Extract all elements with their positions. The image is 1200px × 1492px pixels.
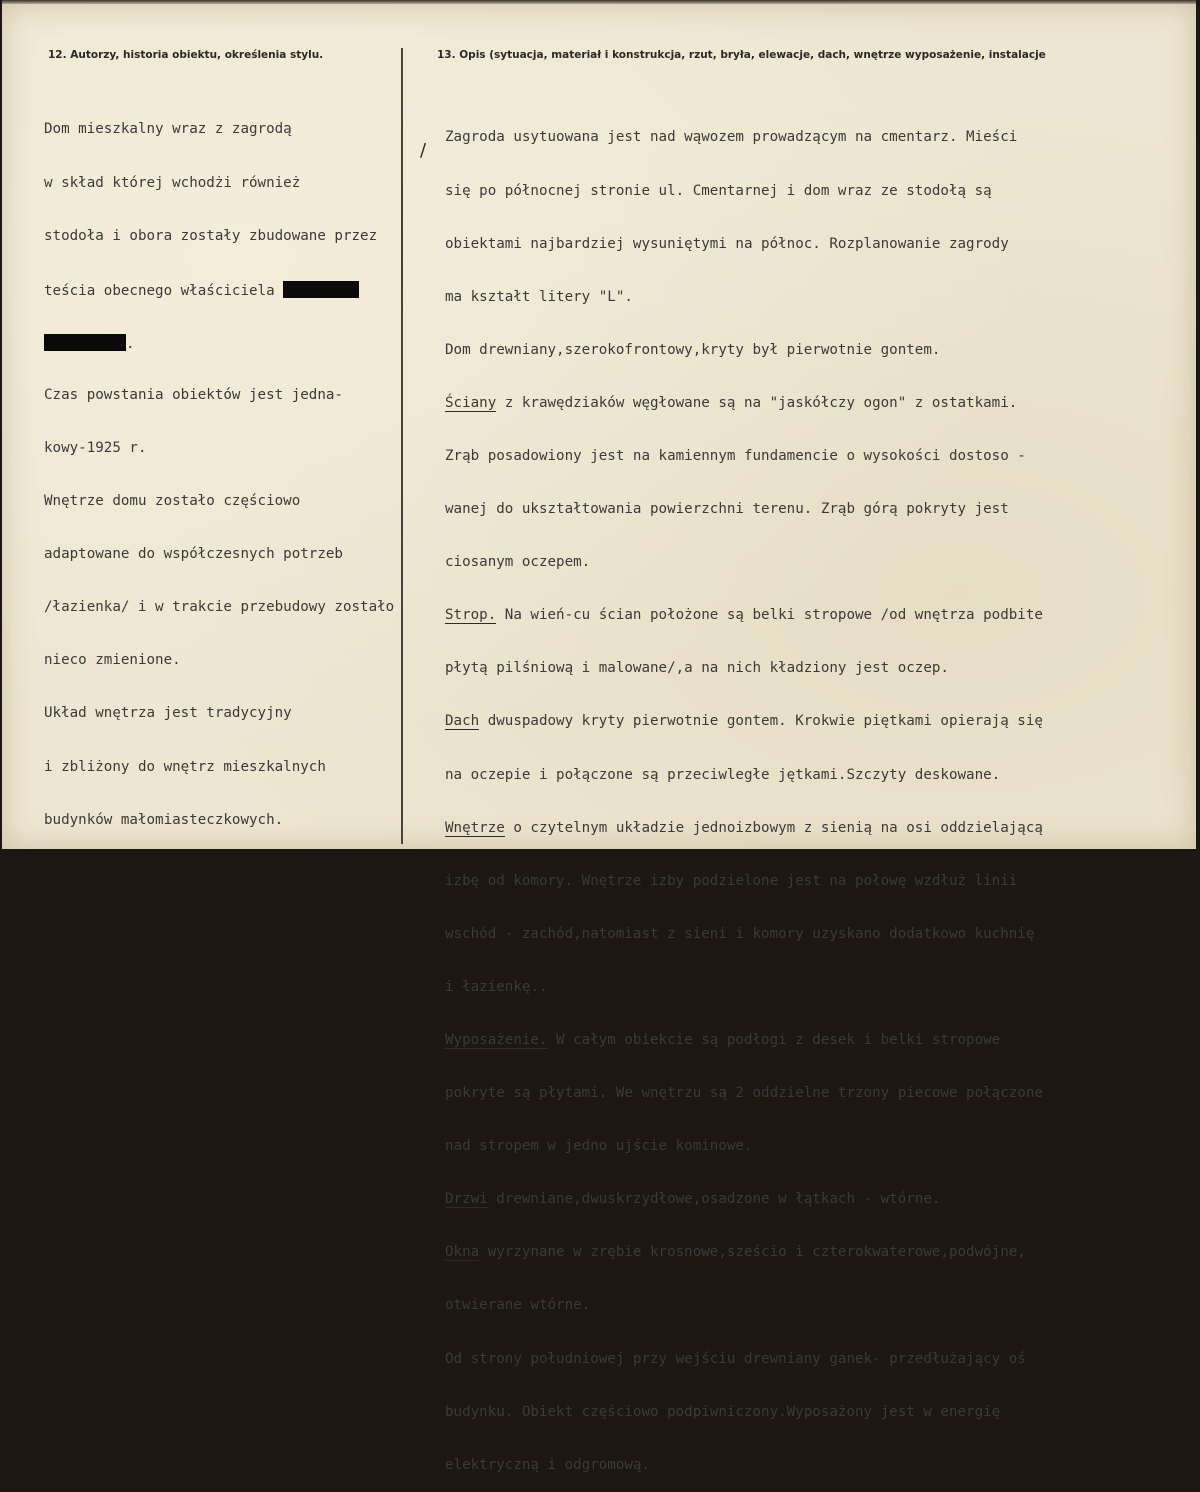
text-line: płytą pilśniową i malowane/,a na nich kładziony jest oczep. (445, 660, 949, 677)
text-line: wanej do ukształtowania powierzchni terenu. Zrąb górą pokryty jest (445, 501, 1009, 518)
redaction-block (283, 281, 359, 298)
text-segment: teścia obecnego właściciela (44, 282, 275, 299)
text-line: Układ wnętrza jest tradycyjny (44, 705, 292, 722)
text-segment: W całym obiekcie są podłogi z desek i belki stropowe (547, 1032, 1001, 1048)
text-line (445, 607, 1043, 625)
text-line: /łazienka/ i w trakcie przebudowy zostało (44, 599, 395, 616)
text-line: elektryczną i odgromową. (445, 1456, 650, 1473)
text-line: Zrąb posadowiony jest na kamiennym fundamencie o wysokości dostoso - (445, 447, 1026, 464)
text-line: nad stropem w jedno ujście kominowe. (445, 1138, 753, 1155)
underlined-keyword: Wyposażenie. (445, 1032, 548, 1048)
section-12-text (44, 86, 394, 847)
column-divider (401, 48, 403, 844)
underlined-keyword: Strop. (445, 607, 497, 624)
text-line: ciosanym oczepem. (445, 554, 591, 571)
text-line: w skład której wchodżi również (44, 174, 301, 191)
text-line: Zagroda usytuowana jest nad wąwozem prowadzącym na cmentarz. Mieści (445, 129, 1018, 146)
text-line: Dom drewniany,szerokofrontowy,kryty był pierwotnie gontem. (445, 341, 941, 358)
text-line: adaptowane do współczesnych potrzeb (44, 546, 343, 563)
text-line: kowy-1925 r. (44, 439, 147, 456)
text-line: obiektami najbardziej wysuniętymi na północ. Rozplanowanie zagrody (445, 235, 1009, 252)
underlined-keyword: Wnętrze (445, 819, 505, 836)
text-line: i łazienkę.. (445, 978, 548, 995)
section-12-heading: 12. Autorzy, historia obiektu, określenia stylu. (48, 49, 324, 61)
section-13-heading: 13. Opis (sytuacja, materiał i konstrukcja, rzut, bryła, elewacje, dach, wnętrze wyposażenie, instalacje (437, 49, 1046, 61)
underlined-keyword: Dach (445, 713, 480, 730)
text-line: nieco zmienione. (44, 652, 181, 669)
text-line: ma kształt litery "L". (445, 288, 633, 305)
text-segment: Na wień-cu ścian położone są belki stropowe /od wnętrza podbite (496, 607, 1043, 624)
text-line (445, 1032, 1043, 1050)
underlined-keyword: Okna (445, 1244, 480, 1261)
underlined-keyword: Drzwi (445, 1191, 488, 1208)
redaction-block (44, 334, 126, 351)
text-line: Wnętrze domu zostało częściowo (44, 493, 301, 510)
text-line: izbę od komory. Wnętrze izby podzielone jest na połowę wzdłuż linii (445, 872, 1018, 889)
text-line (445, 713, 1043, 731)
text-line: i zbliżony do wnętrz mieszkalnych (44, 758, 326, 775)
text-line (445, 820, 1043, 838)
text-line: Dom mieszkalny wraz z zagrodą (44, 121, 292, 138)
text-line: otwierane wtórne. (445, 1297, 591, 1314)
text-line: budynków małomiasteczkowych. (44, 811, 284, 828)
text-line (445, 395, 1043, 413)
text-line: na oczepie i połączone są przeciwległe jętkami.Szczyty deskowane. (445, 766, 1001, 783)
text-line (44, 281, 394, 299)
text-line: się po północnej stronie ul. Cmentarnej i dom wraz ze stodołą są (445, 182, 992, 199)
section-13-text (445, 94, 1043, 1492)
text-line (445, 1191, 1043, 1209)
text-line: stodoła i obora zostały zbudowane przez (44, 227, 378, 244)
text-line: Czas powstania obiektów jest jedna- (44, 386, 343, 403)
text-segment: z krawędziaków węgłowane są na "jaskółczy ogon" z ostatkami. (496, 394, 1018, 411)
text-line: pokryte są płytami. We wnętrzu są 2 oddzielne trzony piecowe połączone (445, 1085, 1043, 1102)
text-line: wschód - zachód,natomiast z sieni i komory uzyskano dodatkowo kuchnię (445, 925, 1035, 942)
handwritten-slash: / (420, 140, 427, 161)
text-segment: drewniane,dwuskrzydłowe,osadzone w łątkach - wtórne. (487, 1191, 941, 1208)
text-segment: o czytelnym układzie jednoizbowym z sienią na osi oddzielającą (504, 819, 1043, 836)
underlined-keyword: Ściany (445, 394, 497, 411)
text-line: Od strony południowej przy wejściu drewniany ganek- przedłużający oś (445, 1350, 1026, 1367)
text-line (44, 334, 394, 352)
text-segment: dwuspadowy kryty pierwotnie gontem. Krokwie piętkami opierają się (479, 713, 1043, 730)
text-line: budynku. Obiekt częściowo podpiwniczony.Wyposażony jest w energię (445, 1403, 1001, 1420)
text-line (445, 1244, 1043, 1262)
text-segment: wyrzynane w zrębie krosnowe,sześcio i czterokwaterowe,podwójne, (479, 1244, 1026, 1261)
text-segment: . (126, 335, 135, 352)
